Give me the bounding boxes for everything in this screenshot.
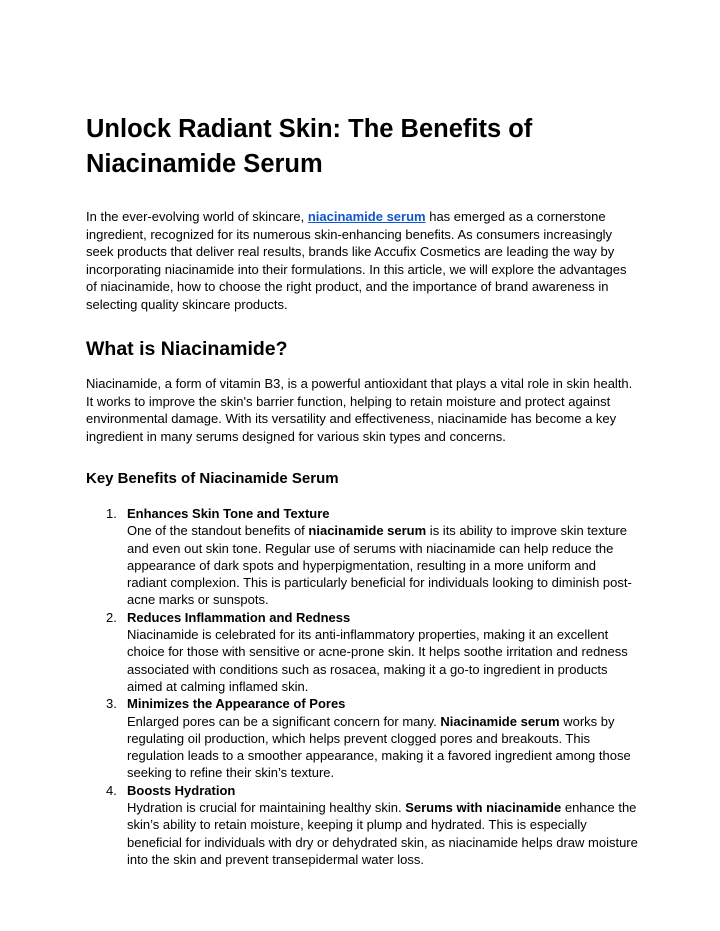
list-item-text: Niacinamide is celebrated for its anti-inflammatory properties, making it an excellent choice for those with sensitive or acne-prone skin. It helps soothe irritation and redness associated with conditions such as rosacea, making it a go-to ingredient in products aimed at calming inflamed skin. (127, 627, 628, 694)
list-item-text: works by regulating oil production, which helps prevent clogged pores and breakouts. This regulation leads to a smoother appearance, making it a favored ingredient among those seeking to refine their skin’s texture. (127, 713, 631, 781)
intro-text-start: In the ever-evolving world of skincare, (86, 209, 308, 224)
list-item-text: One of the standout benefits of (127, 523, 309, 539)
list-item-text: Enlarged pores can be a significant concern for many. (127, 713, 441, 729)
list-item-title: Enhances Skin Tone and Texture (127, 506, 330, 521)
list-item-title: Boosts Hydration (127, 782, 236, 798)
what-is-paragraph: Niacinamide, a form of vitamin B3, is a powerful antioxidant that plays a vital role in skin health. It works to improve the skin's barrier function, helping to retain moisture and protect against environmental damage. With its versatility and effectiveness, niacinamide has become a key ingredient in many serums designed for various skin types and concerns. (86, 376, 633, 444)
article-content (86, 112, 638, 868)
list-item-text: enhance the skin’s ability to retain moisture, keeping it plump and hydrated. This is especially beneficial for individuals with dry or dehydrated skin, as niacinamide helps draw moisture into the skin and prevent transepidermal water loss. (127, 800, 638, 867)
list-item-number: 4. (106, 782, 117, 798)
list-item-body (127, 799, 638, 868)
list-item-text: is its ability to improve skin texture and even out skin tone. Regular use of serums with niacinamide can help reduce the appearance of dark spots and hyperpigmentation, resulting in a more uniform and radiant complexion. This is particularly beneficial for individuals looking to diminish post-acne marks or sunspots. (127, 523, 632, 608)
list-item (86, 505, 638, 609)
list-item-number: 1. (106, 506, 117, 521)
list-item-body (127, 522, 638, 608)
section-heading-key-benefits: Key Benefits of Niacinamide Serum (86, 470, 339, 487)
list-item-body (127, 626, 638, 695)
list-item-number: 2. (106, 609, 117, 625)
intro-paragraph (86, 208, 638, 313)
benefits-list (86, 505, 638, 868)
list-item-number: 3. (106, 696, 117, 712)
section-heading-what-is: What is Niacinamide? (86, 338, 288, 360)
intro-text-end: has emerged as a cornerstone ingredient, recognized for its numerous skin-enhancing benefits. As consumers increasingly seek products that deliver real results, brands like Accufix Cosmetics are leading the way by incorporating niacinamide into their formulations. In this article, we will explore the advantages of niacinamide, how to choose the right product, and the importance of brand awareness in selecting quality skincare products. (86, 209, 627, 312)
list-item-text: Hydration is crucial for maintaining healthy skin. (127, 800, 406, 816)
list-item-body (127, 713, 638, 782)
list-item (86, 782, 638, 868)
article-title: Unlock Radiant Skin: The Benefits of Niacinamide Serum (86, 115, 533, 178)
list-item (86, 695, 638, 781)
list-item-bold-text: Serums with niacinamide (405, 800, 562, 816)
list-item-title: Minimizes the Appearance of Pores (127, 696, 346, 712)
list-item-bold-text: Niacinamide serum (440, 713, 560, 729)
niacinamide-serum-link[interactable]: niacinamide serum (307, 209, 426, 224)
list-item-title: Reduces Inflammation and Redness (127, 609, 351, 625)
list-item (86, 609, 638, 695)
list-item-bold-text: niacinamide serum (308, 523, 427, 539)
